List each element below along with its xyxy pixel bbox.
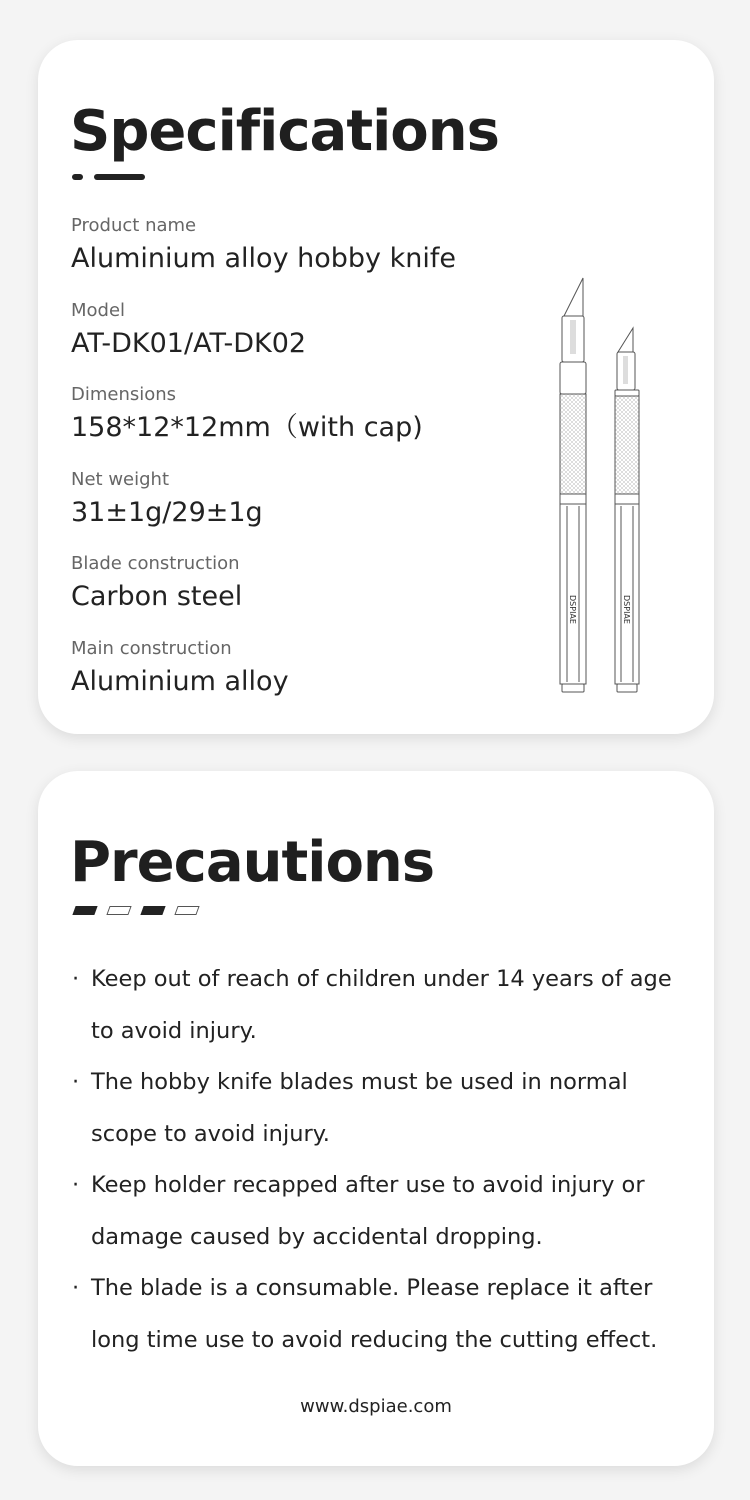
precaution-item [70, 1057, 690, 1160]
bullet: · [72, 966, 80, 992]
spec-item-net-weight [71, 468, 471, 553]
precaution-item [70, 1263, 690, 1366]
website-url[interactable]: www.dspiae.com [300, 1396, 452, 1417]
spec-item-product-name [71, 214, 471, 299]
bullet: · [72, 1069, 80, 1095]
precaution-item [70, 954, 690, 1057]
knife-large-brand-text: DSPIAE [568, 595, 577, 624]
spec-list [71, 214, 471, 721]
spec-item-blade-construction [71, 552, 471, 637]
precaution-text: The hobby knife blades must be used in normal scope to avoid injury. [91, 1069, 628, 1147]
knife-small-icon [615, 328, 639, 692]
spec-value: Carbon steel [71, 581, 243, 612]
spec-item-model [71, 299, 471, 384]
knife-small-brand-text: DSPIAE [622, 595, 631, 624]
spec-value: AT-DK01/AT-DK02 [71, 327, 307, 359]
spec-label: Model [71, 299, 126, 321]
knife-large-icon [560, 278, 586, 692]
precautions-card [38, 771, 714, 1466]
precaution-text: Keep out of reach of children under 14 years of age to avoid injury. [91, 966, 672, 1044]
precautions-list [70, 954, 690, 1366]
specifications-card [38, 40, 714, 734]
spec-label: Blade construction [71, 553, 240, 574]
spec-label: Net weight [71, 468, 170, 490]
bullet: · [72, 1172, 80, 1198]
spec-label: Dimensions [71, 384, 177, 405]
bullet: · [72, 1275, 80, 1301]
precaution-text: Keep holder recapped after use to avoid injury or damage caused by accidental dropping. [91, 1172, 645, 1250]
specifications-title: Specifications [70, 99, 499, 164]
precautions-title: Precautions [70, 830, 435, 895]
spec-label: Product name [71, 215, 197, 236]
spec-item-dimensions [71, 383, 471, 468]
spec-value: Aluminium alloy [71, 665, 289, 697]
spec-value: 158*12*12mm（with cap) [71, 412, 423, 443]
spec-value: Aluminium alloy hobby knife [71, 243, 456, 274]
precaution-text: The blade is a consumable. Please replace it after long time use to avoid reducing the cutting effect. [91, 1275, 658, 1353]
spec-item-main-construction [71, 637, 471, 722]
spec-value: 31±1g/29±1g [71, 496, 263, 528]
precaution-item [70, 1160, 690, 1263]
hobby-knife-illustration [508, 270, 658, 700]
spec-label: Main construction [71, 637, 232, 659]
